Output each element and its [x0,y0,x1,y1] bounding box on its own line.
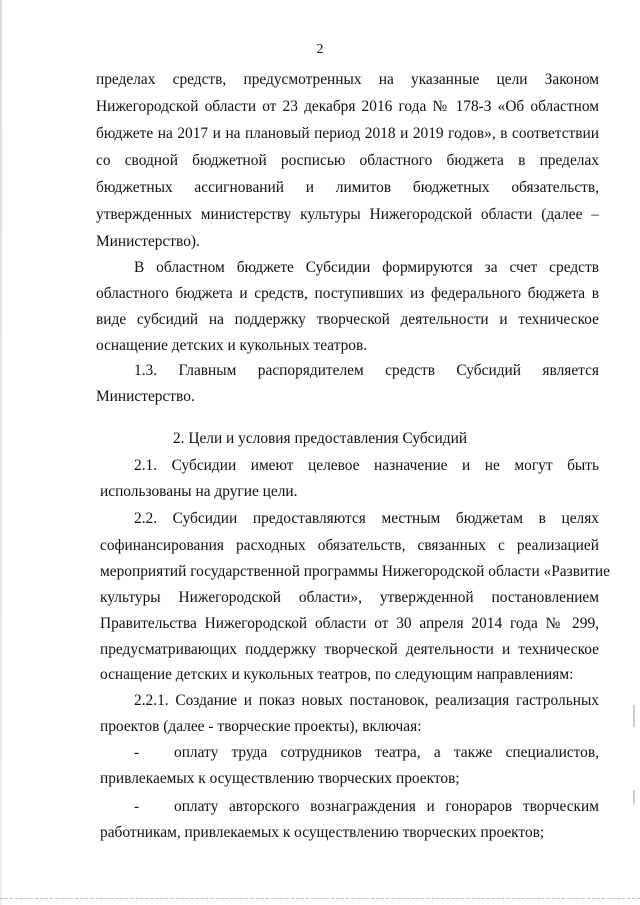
text-line: проектов (далее - творческие проекты), включая: [100,718,422,735]
text-line: оснащение детских и кукольных театров. [96,337,368,354]
text-line: софинансирования расходных обязательств, связанных с реализацией [100,537,599,554]
list-item-line: привлекаемых к осуществлению творческих проектов; [100,770,460,787]
text-line: 1.3. Главным распорядителем средств Субсидий является [134,362,599,379]
text-line: мероприятий государственной программы Нижегородской области «Развитие [100,563,611,580]
list-item-line: работникам, привлекаемых к осуществлению творческих проектов; [100,824,545,841]
scan-artifact [0,898,640,900]
text-line: использованы на другие цели. [100,483,298,500]
text-line: со сводной бюджетной росписью областного бюджета в пределах [96,152,599,169]
text-line: утвержденных министерству культуры Нижегородской области (далее – [96,206,599,223]
text-line: бюджетных ассигнований и лимитов бюджетных обязательств, [96,179,599,196]
text-line: культуры Нижегородской области», утвержденной постановлением [100,589,599,606]
text-line: 2.2.1. Создание и показ новых постановок, реализация гастрольных [134,692,599,709]
text-line: предусматривающих поддержку творческой деятельности и техническое [100,641,599,658]
text-line: виде субсидий на поддержку творческой деятельности и техническое [96,311,599,328]
text-line: оснащение детских и кукольных театров, по следующим направлениям: [100,666,574,683]
text-line: 2.2. Субсидии предоставляются местным бюджетам в целях [134,510,599,527]
text-line: Министерство). [96,233,200,250]
scan-mark [633,705,635,727]
scan-edge [0,0,2,905]
section-heading: 2. Цели и условия предоставления Субсидий [172,430,468,447]
text-line: Нижегородской области от 23 декабря 2016 года № 178-З «Об областном [96,98,599,115]
list-dash: - [134,798,140,815]
list-item-line: оплату труда сотрудников театра, а также специалистов, [174,744,599,761]
text-line: Правительства Нижегородской области от 30 апреля 2014 года № 299, [100,615,599,632]
page-number: 2 [316,42,324,57]
list-item-line: оплату авторского вознаграждения и гонораров творческим [174,798,599,815]
scan-mark [633,790,635,804]
text-line: бюджете на 2017 и на плановый период 2018 и 2019 годов», в соответствии [96,125,599,142]
text-line: Министерство. [96,388,195,405]
text-line: пределах средств, предусмотренных на указанные цели Законом [96,71,599,88]
text-line: 2.1. Субсидии имеют целевое назначение и не могут быть [134,457,599,474]
text-line: В областном бюджете Субсидии формируются за счет средств [134,259,599,276]
list-dash: - [134,744,140,761]
text-line: областного бюджета и средств, поступивших из федерального бюджета в [96,285,599,302]
